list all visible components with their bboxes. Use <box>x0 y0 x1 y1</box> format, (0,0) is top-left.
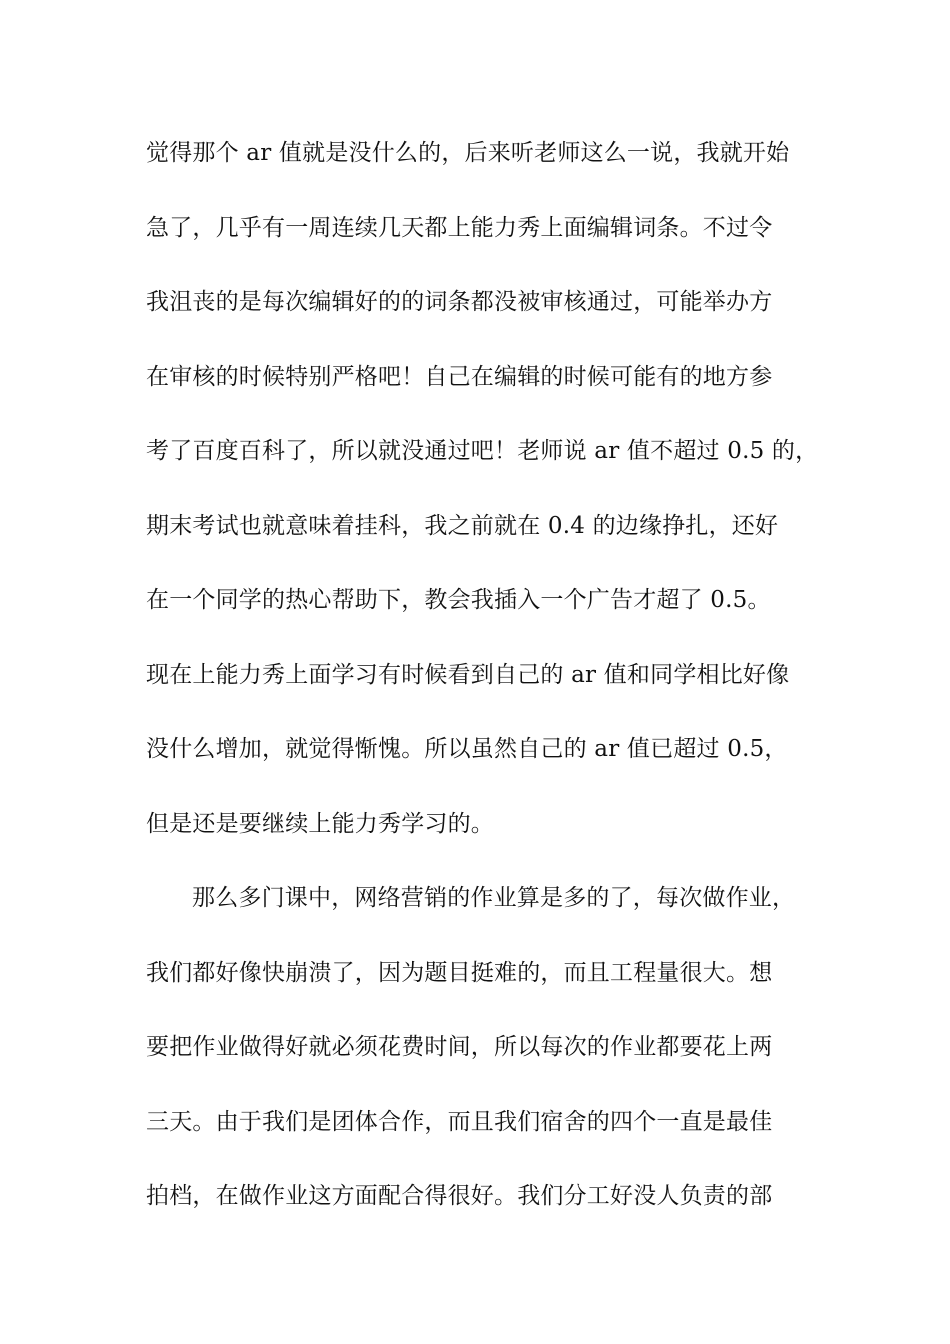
text-line: 我们都好像快崩溃了，因为题目挺难的，而且工程量很大。想 <box>146 959 773 986</box>
text-line: 但是还是要继续上能力秀学习的。 <box>146 810 494 837</box>
text-line: 觉得那个 ar 值就是没什么的，后来听老师这么一说，我就开始 <box>146 140 790 166</box>
text-line: 期末考试也就意味着挂科，我之前就在 0.4 的边缘挣扎，还好 <box>146 512 779 539</box>
text-line: 要把作业做得好就必须花费时间，所以每次的作业都要花上两 <box>146 1034 773 1060</box>
text-line: 我沮丧的是每次编辑好的的词条都没被审核通过，可能举办方 <box>146 289 773 315</box>
text-line: 拍档，在做作业这方面配合得很好。我们分工好没人负责的部 <box>146 1183 773 1209</box>
text-line: 在一个同学的热心帮助下，教会我插入一个广告才超了 0.5。 <box>146 587 771 613</box>
text-line: 考了百度百科了，所以就没通过吧！老师说 ar 值不超过 0.5 的， <box>146 438 819 464</box>
paragraph-first-line: 那么多门课中，网络营销的作业算是多的了，每次做作业， <box>192 885 796 911</box>
text-line: 没什么增加，就觉得惭愧。所以虽然自己的 ar 值已超过 0.5， <box>146 736 788 762</box>
body-text <box>146 130 836 1248</box>
text-line: 在审核的时候特别严格吧！自己在编辑的时候可能有的地方参 <box>146 363 773 390</box>
text-line: 现在上能力秀上面学习有时候看到自己的 ar 值和同学相比好像 <box>146 661 790 688</box>
text-line: 三天。由于我们是团体合作，而且我们宿舍的四个一直是最佳 <box>146 1108 773 1135</box>
text-line: 急了，几乎有一周连续几天都上能力秀上面编辑词条。不过令 <box>146 214 773 241</box>
